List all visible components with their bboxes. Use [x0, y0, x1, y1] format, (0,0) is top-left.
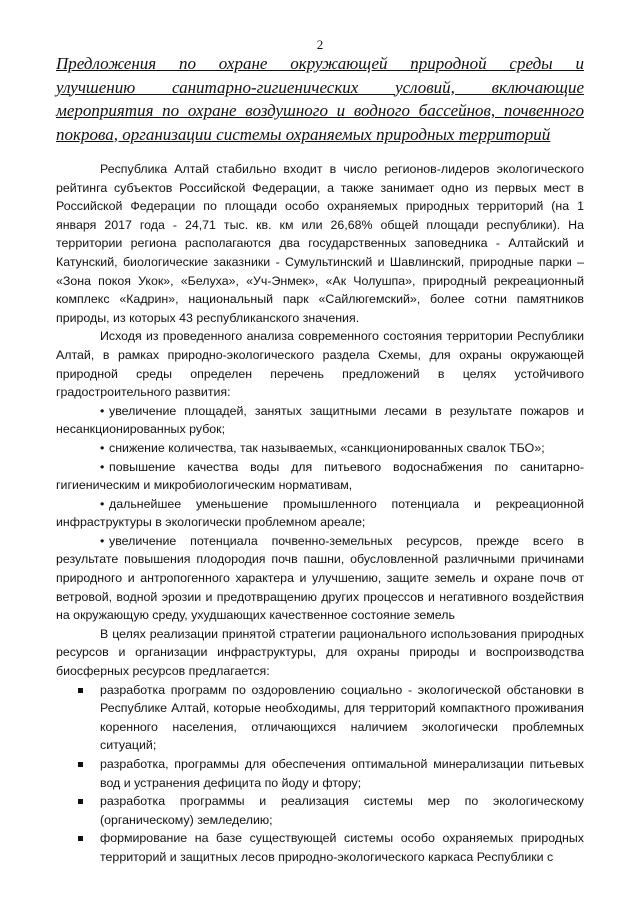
square-bullet-list	[56, 681, 584, 867]
dot-list-item	[56, 402, 584, 439]
heading-line: улучшению санитарно-гигиенических условий, включающие	[56, 77, 584, 97]
square-list-item	[56, 755, 584, 792]
bullet-dot-icon: •	[100, 403, 105, 418]
dot-list-item	[56, 439, 584, 458]
square-list-item	[56, 792, 584, 829]
dot-list-item-text: снижение количества, так называемых, «санкционированных свалок ТБО»;	[109, 440, 545, 455]
bullet-dot-icon: •	[100, 440, 105, 455]
dot-list-item	[56, 532, 584, 625]
bullet-dot-icon: •	[100, 496, 105, 511]
bullet-dot-icon: •	[100, 459, 105, 474]
heading-line: Предложения по охране окружающей природной среды и	[56, 54, 584, 73]
square-list-item-text: разработка, программы для обеспечения оптимальной минерализации питьевых вод и устранения дефицита по йоду и фтору;	[100, 757, 584, 790]
paragraph-analysis: Исходя из проведенного анализа современного состояния территории Республики Алтай, в рамках природно-экологического раздела Схемы, для охраны окружающей природной среды определен перечень предложений в целях устойчивого градостроительного развития:	[56, 329, 584, 400]
square-list-item	[56, 829, 584, 866]
dot-list-item	[56, 458, 584, 495]
dot-list-item-text: повышение качества воды для питьевого водоснабжения по санитарно-гигиеническим и микробиологическим нормативам,	[56, 459, 584, 493]
document-body	[56, 160, 584, 867]
square-list-item	[56, 681, 584, 755]
square-list-item-text: разработка программы и реализация системы мер по экологическому (органическому) земледелию;	[100, 794, 584, 827]
dot-list-item-text: дальнейшее уменьшение промышленного потенциала и рекреационной инфраструктуры в экологически проблемном ареале;	[56, 496, 584, 530]
square-list-item-text: разработка программ по оздоровлению социально - экологической обстановки в Республике Алтай, которые необходимы, для территорий компактного проживания коренного населения, отличающихся наличием экологически проблемных ситуаций;	[100, 682, 584, 753]
paragraph-strategy: В целях реализации принятой стратегии рационального использования природных ресурсов и организации инфраструктуры, для охраны природы и воспроизводства биосферных ресурсов предлагается:	[56, 626, 584, 679]
page-number: 2	[316, 37, 324, 52]
heading-line: покрова, организации системы охраняемых природных территорий	[56, 124, 551, 144]
square-bullet-icon	[78, 836, 83, 841]
dot-list-item-text: увеличение потенциала почвенно-земельных ресурсов, прежде всего в результате повышения плодородия почв пашни, обусловленной различными причинами природного и антропогенного характера и улучшению, защите земель и охране почв от ветровой, водной эрозии и предотвращению других процессов и негативного воздействия на окружающую среду, ухудшающих качественное состояние земель	[56, 533, 584, 623]
square-bullet-icon	[78, 799, 83, 804]
square-list-item-text: формирование на базе существующей системы особо охраняемых природных территорий и защитных лесов природно-экологического каркаса Республики с	[100, 831, 584, 864]
square-bullet-icon	[78, 762, 83, 767]
heading-line: мероприятия по охране воздушного и водного бассейнов, почвенного	[56, 101, 584, 120]
dot-list-item	[56, 495, 584, 532]
square-bullet-icon	[78, 688, 83, 693]
bullet-dot-icon: •	[100, 533, 105, 548]
dot-list-item-text: увеличение площадей, занятых защитными лесами в результате пожаров и несанкционированных рубок;	[56, 403, 584, 437]
paragraph-intro: Республика Алтай стабильно входит в число регионов-лидеров экологического рейтинга субъектов Российской Федерации, а также занимает одно из первых мест в Российской Федерации по площади особо охраняемых природных территорий (на 1 января 2017 года - 24,71 тыс. кв. км или 26,68% общей площади республики). На территории региона располагаются два государственных заповедника - Алтайский и Катунский, биологические заказники - Сумультинский и Шавлинский, природные парки – «Зона покоя Укок», «Белуха», «Уч-Энмек», «Ак Чолушпа», природный рекреационный комплекс «Кадрин», национальный парк «Сайлюгемский», более сотни памятников природы, из которых 43 республиканского значения.	[56, 162, 584, 325]
section-heading	[56, 52, 584, 146]
